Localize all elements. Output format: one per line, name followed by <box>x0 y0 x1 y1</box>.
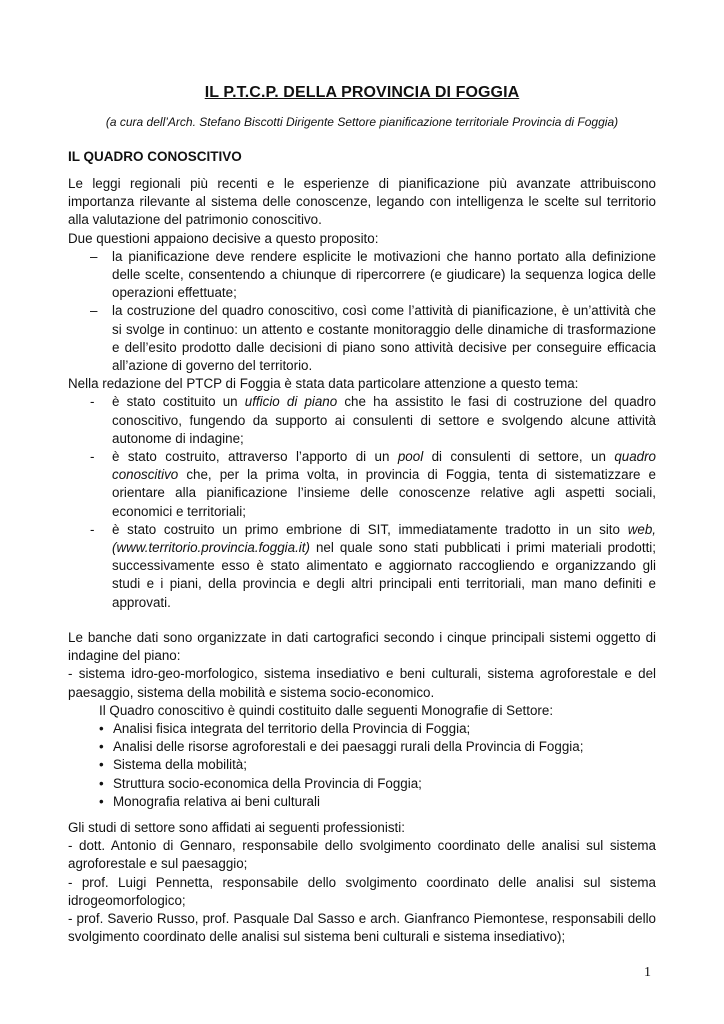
list-item-text: Struttura socio-economica della Provincia di Foggia; <box>113 775 422 791</box>
bullet-marker: • <box>99 721 104 737</box>
italic-term: pool <box>397 449 424 465</box>
dash-marker: - <box>90 521 95 537</box>
monografie-intro: Il Quadro conoscitivo è quindi costituito dalle seguenti Monografie di Settore: <box>99 702 554 718</box>
list-item <box>68 448 656 521</box>
bullet-marker: • <box>99 739 104 755</box>
list-item-text: è stato costruito, attraverso l’apporto di un <box>112 449 398 465</box>
list-item-text: la costruzione del quadro conoscitivo, così come l’attività di pianificazione, è un’attività che si svolge in continuo: un attento e costante monitoraggio delle dinamiche di trasformazione e dell’esito prodotto dalle decisioni di piano sono attività decisive per conseguire efficacia all’azione di governo del territorio. <box>112 303 656 374</box>
italic-term: quadro conoscitivo <box>112 449 657 483</box>
document-title: IL P.T.C.P. DELLA PROVINCIA DI FOGGIA <box>204 84 520 101</box>
questions-list <box>68 248 656 375</box>
list-item <box>99 720 656 738</box>
list-item-text: che ha assistito le fasi di costruzione del quadro conoscitivo, fungendo da supporto ai consulenti di settore e svolgendo alcune attività autonome di indagine; <box>112 394 656 446</box>
list-item-text: è stato costruito un primo embrione di SIT, immediatamente tradotto in un sito <box>112 521 628 537</box>
monografie-list <box>99 720 656 811</box>
list-item-text: Analisi delle risorse agroforestali e dei paesaggi rurali della Provincia di Foggia; <box>113 739 584 755</box>
ptcp-intro: Nella redazione del PTCP di Foggia è stata data particolare attenzione a questo tema: <box>68 376 579 392</box>
ptcp-list <box>68 393 656 611</box>
list-item-text: Sistema della mobilità; <box>113 757 247 773</box>
list-item <box>99 793 656 811</box>
website-link-text: web,(www.territorio.provincia.foggia.it) <box>112 521 656 556</box>
studi-intro: Gli studi di settore sono affidati ai seguenti professionisti: <box>68 820 405 835</box>
italic-term: ufficio di piano <box>244 394 338 410</box>
list-item <box>99 738 656 756</box>
list-item-text: la pianificazione deve rendere esplicite le motivazioni che hanno portato alla definizione delle scelte, consentendo a chiunque di ripercorrere (e giudicare) la sequenza logica delle operazioni effettuate; <box>112 248 656 301</box>
section-heading: IL QUADRO CONOSCITIVO <box>68 149 242 164</box>
bullet-marker: • <box>99 775 104 791</box>
page-number: 1 <box>644 965 651 980</box>
list-item-text: di consulenti di settore, un <box>423 449 615 465</box>
bullet-marker: • <box>99 757 104 773</box>
list-item <box>68 302 656 375</box>
dash-marker: – <box>90 303 98 319</box>
list-item <box>99 775 656 793</box>
list-item-text: è stato costituito un <box>112 394 245 410</box>
banche-paragraph: Le banche dati sono organizzate in dati cartografici secondo i cinque principali sistemi oggetto di indagine del piano: <box>68 630 656 664</box>
bullet-marker: • <box>99 793 104 809</box>
intro-paragraph: Le leggi regionali più recenti e le esperienze di pianificazione più avanzate attribuiscono importanza rilevante al sistema delle conoscenze, legando con intelligenza le scelte sul territorio alla valutazione del patrimonio conoscitivo. <box>68 176 656 228</box>
list-item-text: nel quale sono stati pubblicati i primi materiali prodotti; successivamente esso è stato alimentato e aggiornato raccogliendo e organizzando gli studi e i piani, della provincia e degli altri principali enti territoriali, man mano definiti e approvati. <box>112 540 656 610</box>
intro-block <box>68 175 656 612</box>
list-item <box>99 756 656 774</box>
list-item-text: Monografia relativa ai beni culturali <box>113 793 320 809</box>
banche-dati-block <box>68 629 656 811</box>
list-item <box>68 248 656 303</box>
professionisti-block <box>68 819 656 946</box>
professionista-entry: - prof. Saverio Russo, prof. Pasquale Dal Sasso e arch. Gianfranco Piemontese, responsabili dello svolgimento coordinato delle analisi sul sistema beni culturali e sistema insediativo); <box>68 911 656 945</box>
professionista-entry: - dott. Antonio di Gennaro, responsabile dello svolgimento coordinato delle analisi sul sistema agroforestale e sul paesaggio; <box>68 838 656 872</box>
professionista-entry: - prof. Luigi Pennetta, responsabile dello svolgimento coordinato delle analisi sul sistema idrogeomorfologico; <box>68 874 656 908</box>
sistemi-line: - sistema idro-geo-morfologico, sistema insediativo e beni culturali, sistema agroforestale e del paesaggio, sistema della mobilità e sistema socio-economico. <box>68 666 656 700</box>
list-item-text: che, per la prima volta, in provincia di Foggia, tenta di sistematizzare e orientare alla pianificazione l’insieme delle conoscenze relative agli aspetti sociali, economici e territoriali; <box>112 467 656 519</box>
list-item <box>68 521 656 612</box>
dash-marker: - <box>90 449 95 465</box>
dash-marker: – <box>90 248 98 264</box>
list-item-text: Analisi fisica integrata del territorio della Provincia di Foggia; <box>113 721 471 737</box>
list-item <box>68 393 656 448</box>
questions-intro: Due questioni appaiono decisive a questo proposito: <box>68 230 379 246</box>
document-subtitle: (a cura dell’Arch. Stefano Biscotti Dirigente Settore pianificazione territoriale Provincia di Foggia) <box>105 115 619 129</box>
dash-marker: - <box>90 394 95 410</box>
